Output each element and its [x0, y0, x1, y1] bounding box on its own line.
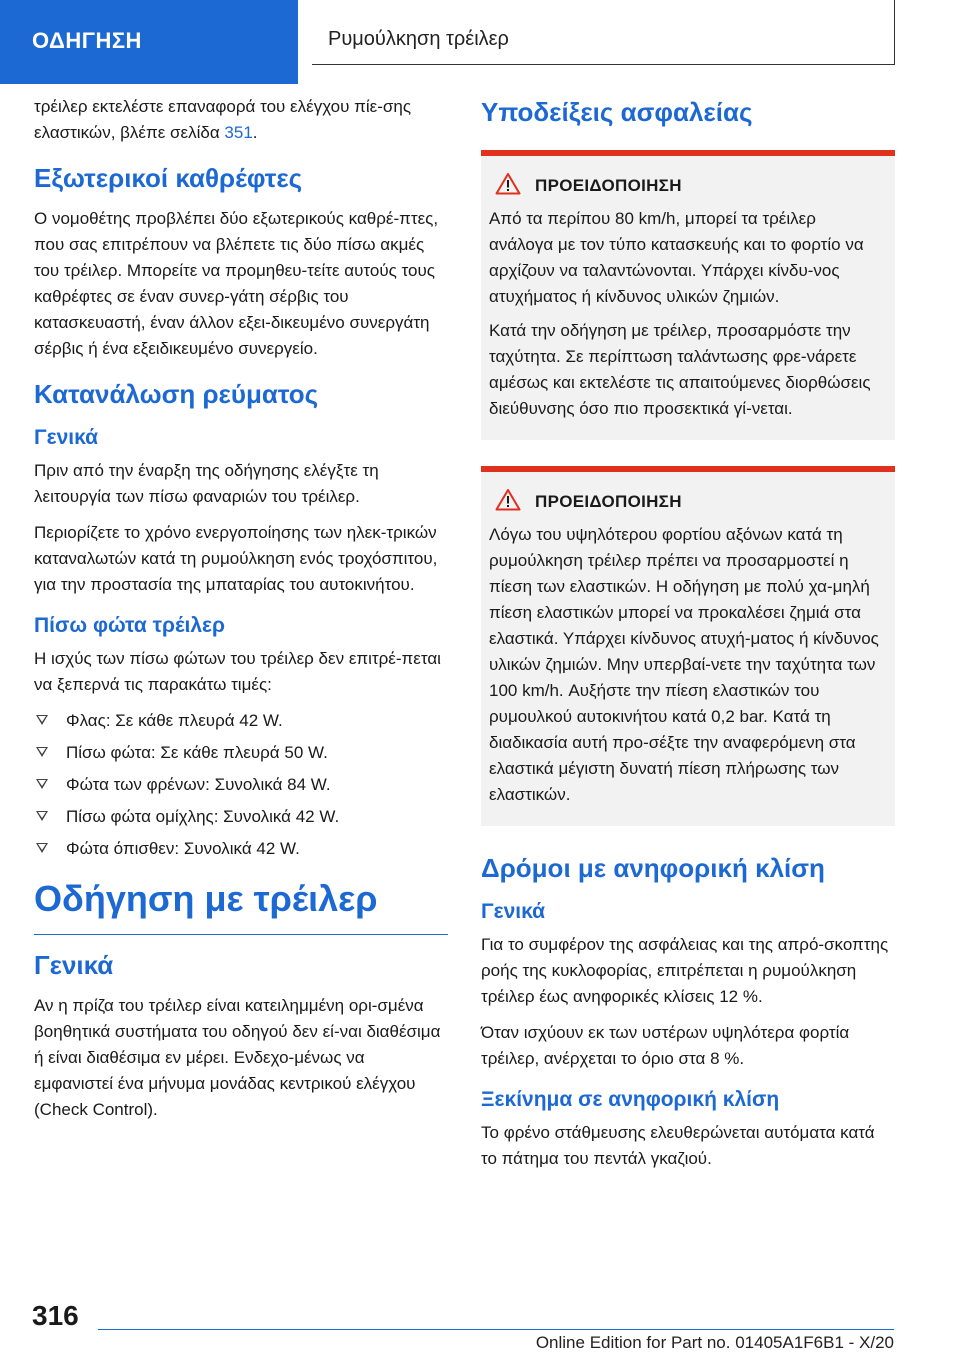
- mirrors-heading: Εξωτερικοί καθρέφτες: [34, 163, 303, 193]
- bullet-triangle-icon: [36, 811, 48, 821]
- bullet-triangle-icon: [36, 779, 48, 789]
- warning-label: ΠΡΟΕΙΔΟΠΟΙΗΣΗ: [489, 174, 881, 198]
- list-item: Πίσω φώτα ομίχλης: Συνολικά 42 W.: [34, 804, 448, 830]
- bullet-triangle-icon: [36, 747, 48, 757]
- slope-general-heading: Γενικά: [481, 900, 546, 923]
- general-paragraph-1: Πριν από την έναρξη της οδήγησης ελέγξτε τη λειτουργία των πίσω φαναριών του τρέιλερ.: [34, 461, 379, 506]
- power-heading: Κατανάλωση ρεύματος: [34, 379, 319, 409]
- edition-footer: Online Edition for Part no. 01405A1F6B1 - X/20: [535, 1333, 894, 1352]
- section-tab: [0, 0, 298, 84]
- warning-1-paragraph-1: Από τα περίπου 80 km/h, μπορεί τα τρέιλερ ανάλογα με τον τύπο κατασκευής και το φορτίο να αρχίζουν να ταλαντώνονται. Υπάρχει κίνδυ-νος ατυχήματος ή κίνδυνος υλικών ζημιών.: [489, 209, 864, 306]
- warning-2-paragraph: Λόγω του υψηλότερου φορτίου αξόνων κατά τη ρυμούλκηση τρέιλερ πρέπει να προσαρμοστεί η πίεση των ελαστικών. Η οδήγηση με πολύ χα-μηλή πίεση ελαστικών μπορεί να προκαλέσει ζημιά στα ελαστικά. Υπάρχει κίνδυνος ατυχή-ματος ή κίνδυνος υλικών ζημιών. Μην υπερβαί-νετε την ταχύτητα των 100 km/h. Αυξήστε την πίεση ελαστικών του ρυμουλκού αυτοκινήτου κατά 0,2 bar. Κατά τη διαδικασία αυτή προ-σέξτε την αναφερόμενη στα ελαστικά μέγιστη δυνατή πίεση πλήρωσης των ελαστικών.: [489, 525, 879, 804]
- footer-divider: [98, 1329, 894, 1330]
- right-column: [481, 94, 895, 1182]
- left-column: [34, 94, 448, 1133]
- warning-label: ΠΡΟΕΙΔΟΠΟΙΗΣΗ: [489, 490, 881, 514]
- intro-paragraph: τρέιλερ εκτελέστε επαναφορά του ελέγχου πίε-σης ελαστικών, βλέπε σελίδα 351.: [34, 97, 412, 142]
- warning-triangle-icon: [495, 172, 521, 195]
- mirrors-paragraph: Ο νομοθέτης προβλέπει δύο εξωτερικούς καθρέ-πτες, που σας επιτρέπουν να βλέπετε τις δύο πίσω ακμές του τρέιλερ. Μπορείτε να προμηθευ-τείτε αυτούς τους καθρέφτες σε έναν συνερ-γάτη σέρβις του κατασκευαστή, έναν άλλον εξει-δικευμένο συνεργάτη σέρβις ή ένα εξειδικευμένο συνεργείο.: [34, 209, 439, 358]
- section-title: ΟΔΗΓΗΣΗ: [32, 28, 142, 53]
- general2-paragraph: Αν η πρίζα του τρέιλερ είναι κατειλημμένη ορι-σμένα βοηθητικά συστήματα του οδηγού δεν εί-ναι διαθέσιμα ή είναι διαθέσιμα εν μέρει. Ενδεχο-μένως να εμφανιστεί ένα μήνυμα μονάδας κεντρικού ελέγχου (Check Control).: [34, 996, 441, 1119]
- rear-lights-heading: Πίσω φώτα τρέιλερ: [34, 614, 225, 637]
- slope-paragraph-2: Όταν ισχύουν εκ των υστέρων υψηλότερα φορτία τρέιλερ, ανέρχεται το όριο στα 8 %.: [481, 1023, 850, 1068]
- page-link[interactable]: 351: [224, 123, 253, 142]
- general2-heading: Γενικά: [34, 950, 114, 980]
- warning-box-1: [481, 150, 895, 440]
- hill-start-paragraph: Το φρένο στάθμευσης ελευθερώνεται αυτόματα κατά το πάτημα του πεντάλ γκαζιού.: [481, 1123, 875, 1168]
- list-item: Φώτα των φρένων: Συνολικά 84 W.: [34, 772, 448, 798]
- list-item: Φλας: Σε κάθε πλευρά 42 W.: [34, 708, 448, 734]
- safety-heading: Υποδείξεις ασφαλείας: [481, 97, 753, 127]
- chapter-header: [312, 0, 895, 65]
- warning-box-2: [481, 466, 895, 826]
- general-paragraph-2: Περιορίζετε το χρόνο ενεργοποίησης των ηλεκ-τρικών καταναλωτών κατά τη ρυμούλκηση ενός τροχόσπιτου, για την προστασία της μπαταρίας του αυτοκινήτου.: [34, 523, 438, 594]
- power-limits-list: [34, 708, 448, 862]
- hill-start-heading: Ξεκίνημα σε ανηφορική κλίση: [481, 1088, 780, 1111]
- slope-heading: Δρόμοι με ανηφορική κλίση: [481, 853, 825, 883]
- bullet-triangle-icon: [36, 843, 48, 853]
- warning-triangle-icon: [495, 488, 521, 511]
- rear-lights-paragraph: Η ισχύς των πίσω φώτων του τρέιλερ δεν επιτρέ-πεται να ξεπερνά τις παρακάτω τιμές:: [34, 649, 441, 694]
- list-item: Πίσω φώτα: Σε κάθε πλευρά 50 W.: [34, 740, 448, 766]
- page-number: 316: [32, 1300, 79, 1331]
- general-heading: Γενικά: [34, 426, 99, 449]
- bullet-triangle-icon: [36, 715, 48, 725]
- warning-1-paragraph-2: Κατά την οδήγηση με τρέιλερ, προσαρμόστε την ταχύτητα. Σε περίπτωση ταλάντωσης φρε-νάρετε αμέσως και εκτελέστε τις απαιτούμενες διορθώσεις διεύθυνσης όσο πιο προσεκτικά γί-νεται.: [489, 321, 871, 418]
- slope-paragraph-1: Για το συμφέρον της ασφάλειας και της απρό-σκοπτης ροής της κυκλοφορίας, επιτρέπεται η ρυμούλκηση τρέιλερ έως ανηφορικές κλίσεις 12 %.: [481, 935, 889, 1006]
- driving-heading: Οδήγηση με τρέιλερ: [34, 876, 448, 935]
- list-item: Φώτα όπισθεν: Συνολικά 42 W.: [34, 836, 448, 862]
- chapter-title: Ρυμούλκηση τρέιλερ: [328, 28, 509, 50]
